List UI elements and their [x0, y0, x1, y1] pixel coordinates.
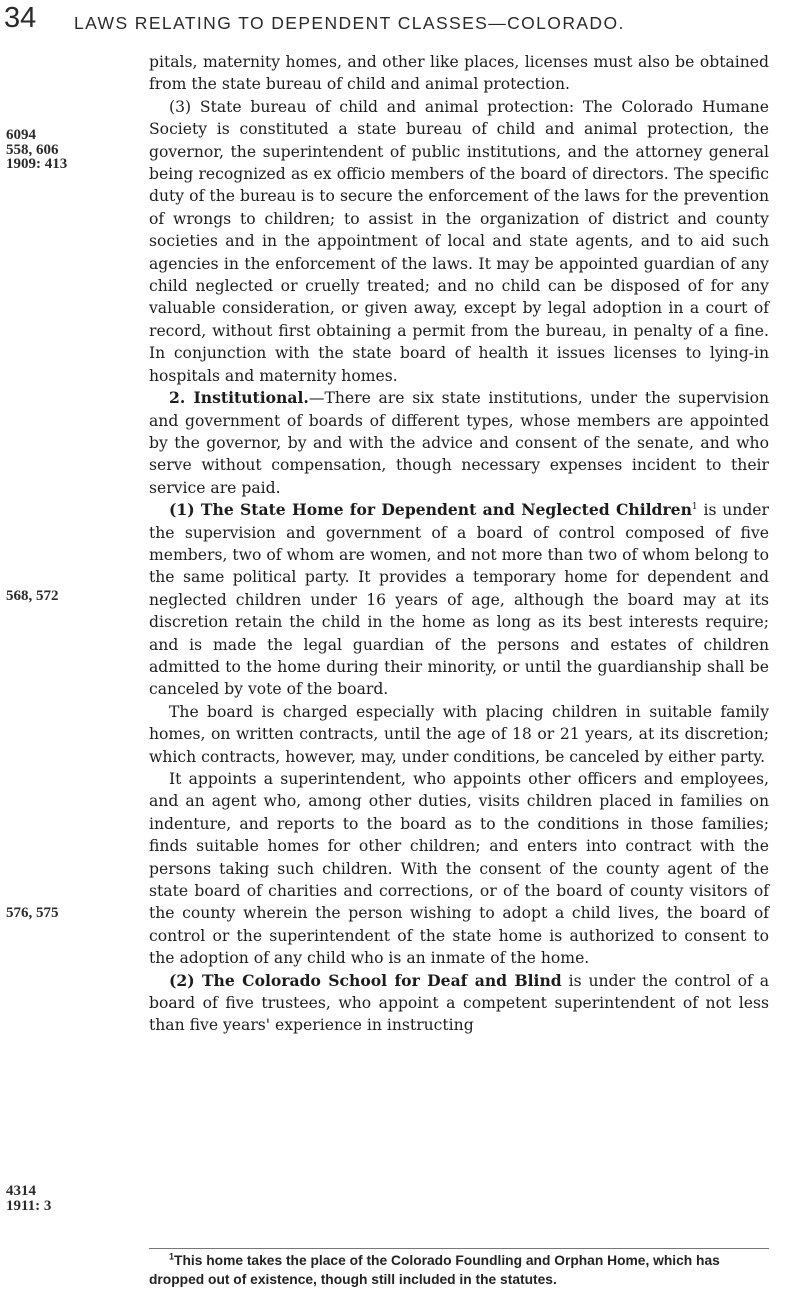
margin-ref: 576, 575: [6, 905, 59, 921]
footnote-divider: [149, 1248, 769, 1249]
page-header: [0, 2, 801, 42]
paragraph: The board is charged especially with placing children in suitable family homes, on written contracts, until the age of 18 or 21 years, at its discretion; which contracts, however, may, under conditions, be canceled by either party.: [149, 702, 769, 766]
section-heading: (1) The State Home for Dependent and Neglected Children: [169, 500, 692, 520]
paragraph: (1) The State Home for Dependent and Neglected Children$^1$ is under the supervision and government of a board of control composed of five members, two of whom are women, and not more than two of whom belong to the same political party. It provides a temporary home for dependent and neglected children under 16 years of age, although the board may at its discretion retain the child in the home as long as its best interests require; and is made the legal guardian of the persons and estates of children admitted to the home during their minority, or until the guardianship shall be canceled by vote of the board.: [149, 500, 769, 699]
paragraph: 2. Institutional.—There are six state institutions, under the supervision and government of boards of different types, whose members are appointed by the governor, by and with the advice and consent of the senate, and who serve without compensation, though necessary expenses incident to their service are paid.: [149, 388, 769, 497]
section-heading: (2) The Colorado School for Deaf and Blind: [169, 970, 562, 990]
page-number: 34: [4, 2, 37, 34]
paragraph: pitals, maternity homes, and other like places, licenses must also be obtained from the state bureau of child and animal protection.: [149, 53, 769, 94]
footnote-marker: 1: [169, 1251, 175, 1262]
margin-ref: 1911: 3: [6, 1198, 52, 1214]
footnote-marker: 1: [691, 501, 698, 512]
paragraph: (2) The Colorado School for Deaf and Blind is under the control of a board of five trustees, who appoint a competent superintendent of not less than five years' experience in instructing: [149, 970, 769, 1035]
paragraph: It appoints a superintendent, who appoints other officers and employees, and an agent who, among other duties, visits children placed in families on indenture, and reports to the board as to the conditions in those families; finds suitable homes for other children; and enters into contract with the persons taking such children. With the consent of the county agent of the state board of charities and corrections, or of the board of county visitors of the county wherein the person wishing to adopt a child lives, the board of control or the superintendent of the state home is authorized to consent to the adoption of any child who is an inmate of the home.: [149, 770, 769, 968]
footnote-text: This home takes the place of the Colorado Foundling and Orphan Home, which has dropped out of existence, though still included in the statutes.: [149, 1253, 720, 1287]
margin-ref: 4314: [6, 1183, 36, 1199]
running-head: LAWS RELATING TO DEPENDENT CLASSES—COLORADO.: [74, 13, 625, 33]
margin-ref: 6094: [6, 127, 36, 143]
margin-ref: 558, 606: [6, 142, 59, 158]
section-heading: 2. Institutional.: [169, 388, 309, 408]
body-text: [149, 51, 769, 1037]
margin-ref: 1909: 413: [6, 156, 68, 172]
margin-ref: 568, 572: [6, 588, 59, 604]
footnote: [149, 1252, 769, 1289]
paragraph: (3) State bureau of child and animal protection: The Colorado Humane Society is constituted a state bureau of child and animal protection, the governor, the superintendent of public institutions, and the attorney general being recognized as ex officio members of the board of directors. The specific duty of the bureau is to secure the enforcement of the laws for the prevention of wrongs to children; to assist in the organization of district and county societies and in the appointment of local and state agents, and to aid such agencies in the enforcement of the laws. It may be appointed guardian of any child neglected or cruelly treated; and no child can be disposed of for any valuable consideration, or given away, except by legal adoption in a court of record, without first obtaining a permit from the bureau, in penalty of a fine. In conjunction with the state board of health it issues licenses to lying-in hospitals and maternity homes.: [149, 97, 769, 385]
